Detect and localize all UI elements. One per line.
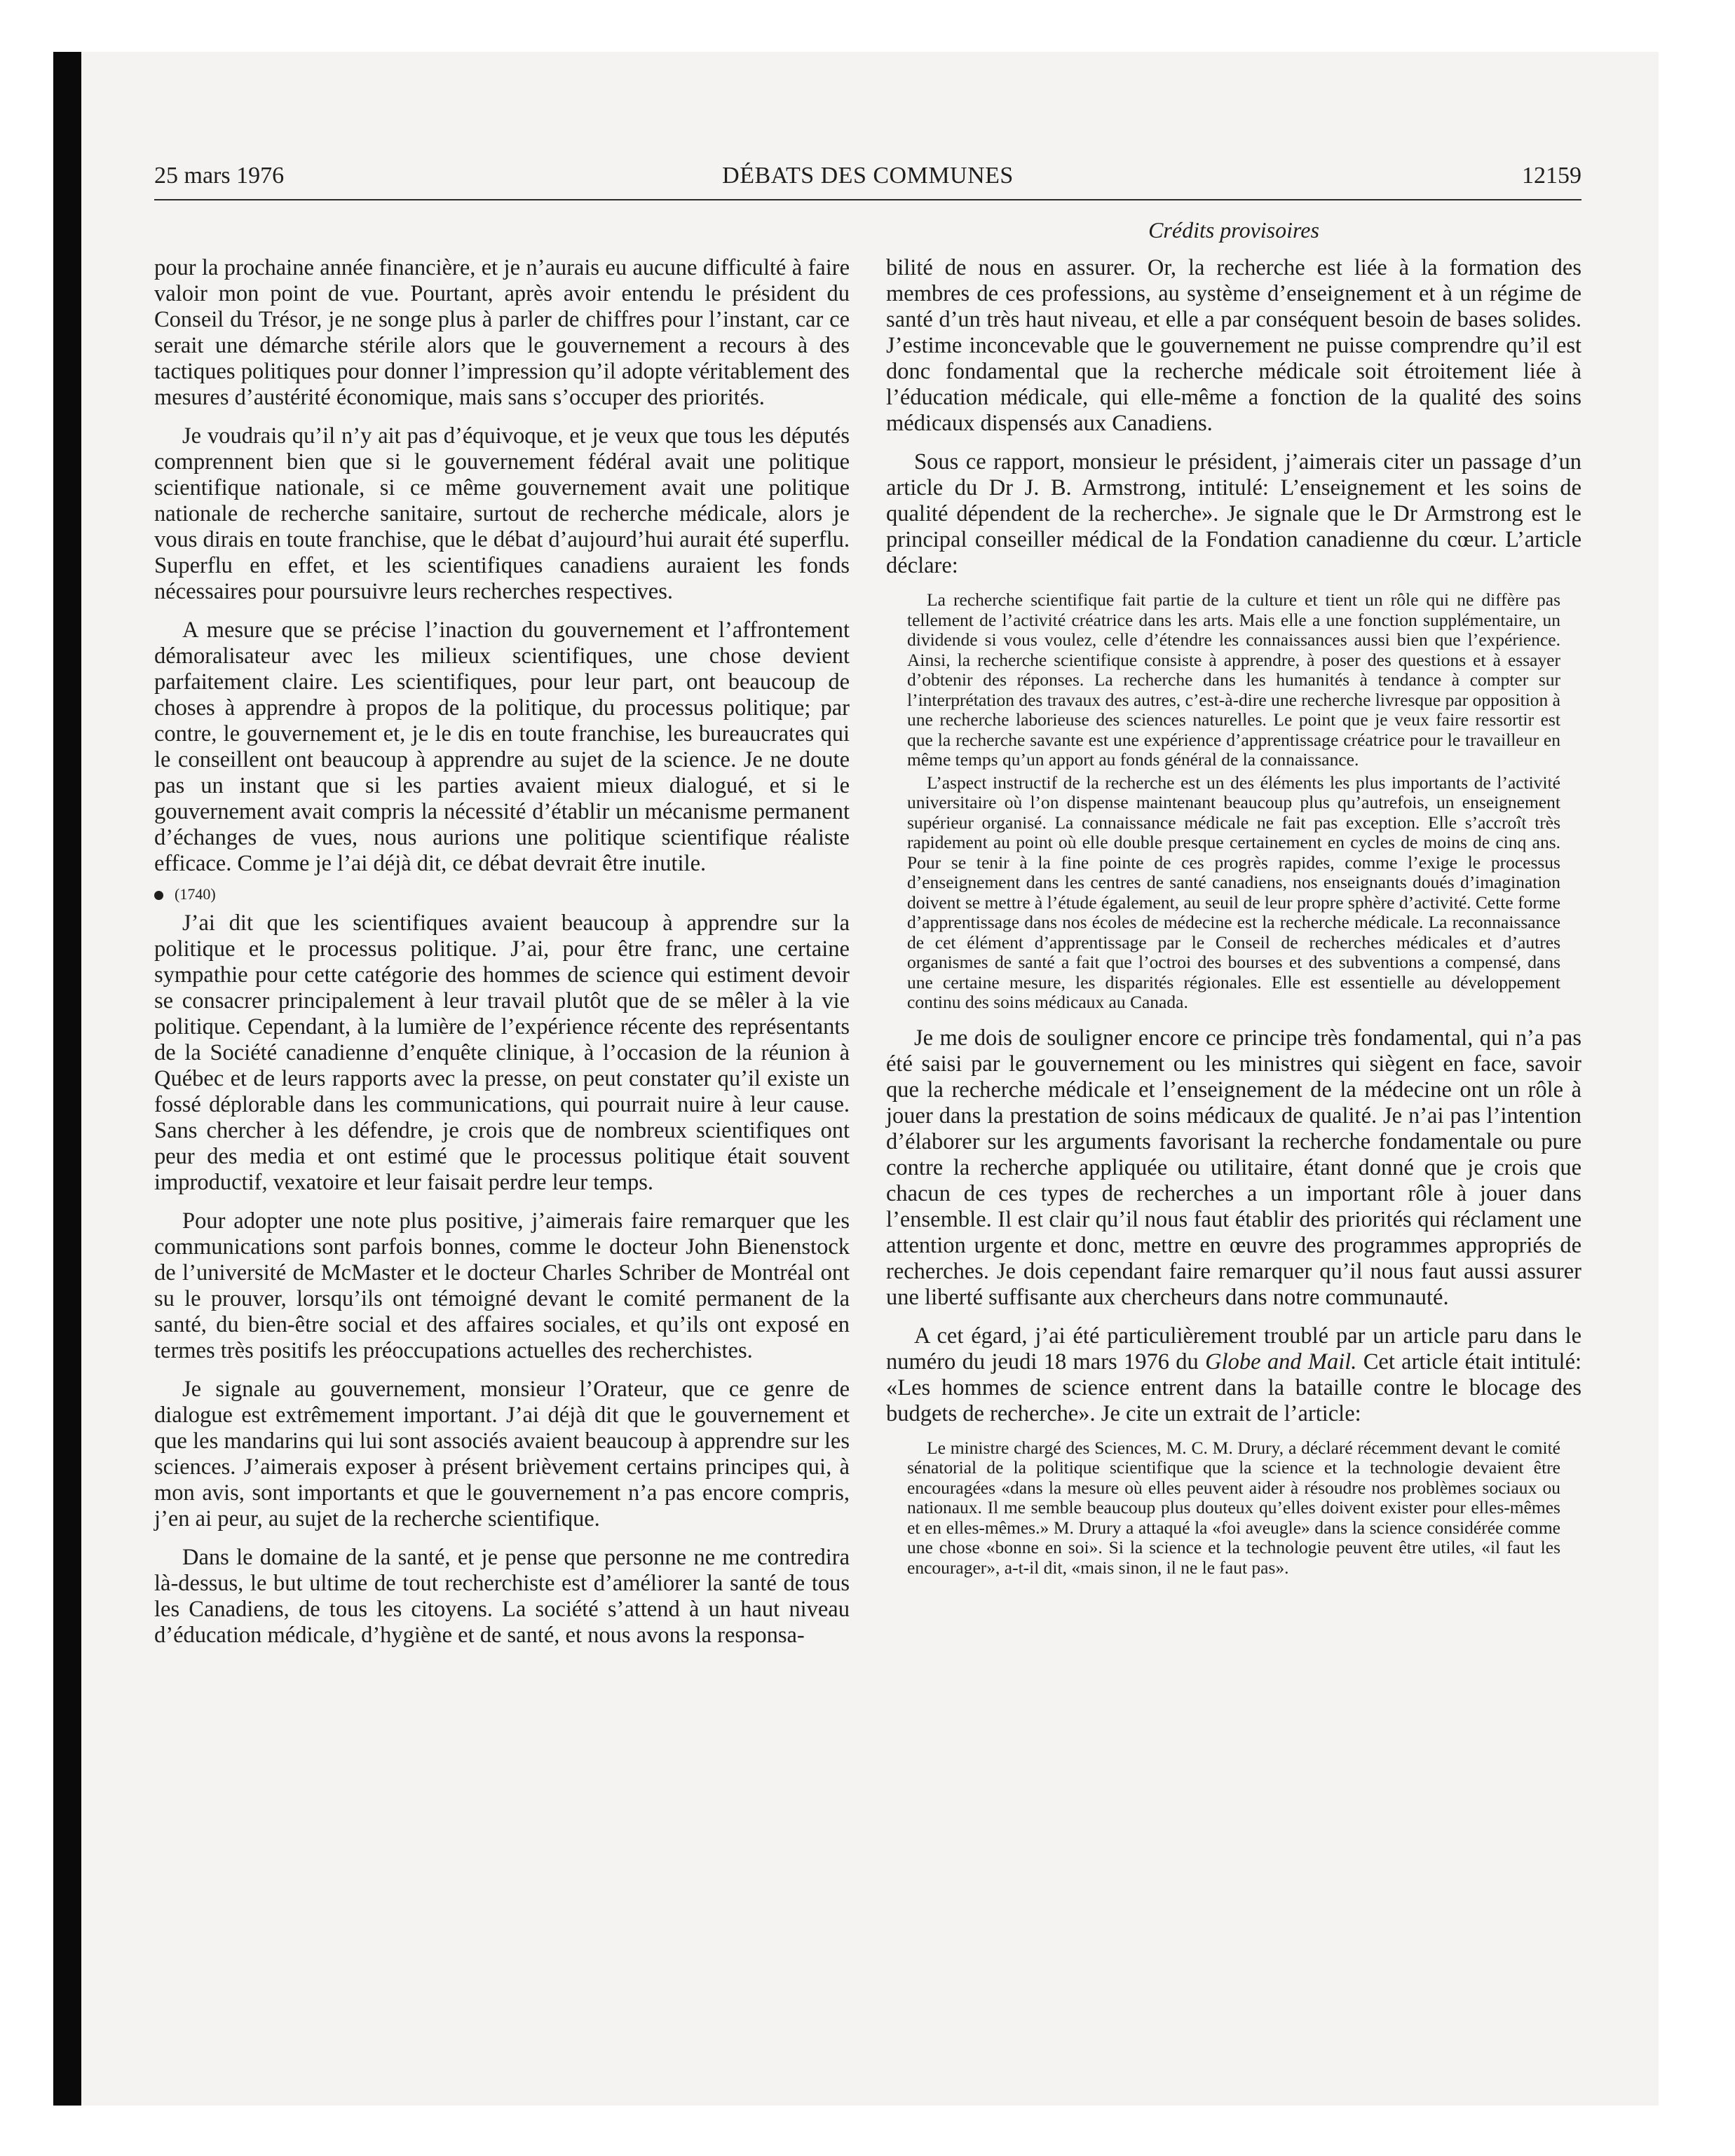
- paragraph-text: Cet article était intitulé: «Les hommes de science entrent dans la bataille contre le blocage des budgets de recherche». Je cite un extrait de l’article:: [886, 1349, 1582, 1426]
- page-header: [154, 163, 1581, 196]
- block-quote: [886, 1438, 1581, 1578]
- block-quote: [886, 590, 1581, 1013]
- section-heading: Crédits provisoires: [1148, 217, 1319, 243]
- paragraph: Je signale au gouvernement, monsieur l’Orateur, que ce genre de dialogue est extrêmement important. J’ai déjà dit que le gouvernement et que les mandarins qui lui sont associés avaient beaucoup à apprendre sur les sciences. J’aimerais exposer à présent brièvement certains principes qui, à mon avis, sont importants et que le gouvernement n’a pas encore compris, j’en ai peur, au sujet de la recherche scientifique.: [154, 1377, 850, 1531]
- newspaper-title: Globe and Mail.: [1205, 1349, 1357, 1374]
- time-marker-text: (1740): [175, 885, 216, 903]
- paragraph: pour la prochaine année financière, et je n’aurais eu aucune difficulté à faire valoir mon point de vue. Pourtant, après avoir entendu le président du Conseil du Trésor, je ne songe plus à parler de chiffres pour l’instant, car ce serait une démarche stérile alors que le gouvernement a recours à des tactiques politiques pour donner l’impression qu’il adopte véritablement des mesures d’austérité économique, mais sans s’occuper des priorités.: [154, 255, 850, 410]
- paragraph: Je me dois de souligner encore ce principe très fondamental, qui n’a pas été saisi par le gouvernement ou les ministres qui siègent en face, savoir que la recherche médicale et l’enseignement de la médecine ont un rôle à jouer dans la prestation de soins médicaux de qualité. Je n’ai pas l’intention d’élaborer sur les arguments favorisant la recherche fondamentale ou pure contre la recherche appliquée ou utilitaire, étant donné que je crois que chacun de ces types de recherches a un important rôle à jouer dans l’ensemble. Il est clair qu’il nous faut établir des priorités qui réclament une attention urgente et donc, mettre en œuvre des programmes appropriés de recherches. Je dois cependant faire remarquer qu’il nous faut aussi assurer une liberté suffisante aux chercheurs dans notre communauté.: [886, 1025, 1581, 1310]
- scan-edge: [53, 52, 81, 2106]
- page-number: 12159: [1522, 163, 1581, 189]
- bullet-icon: [154, 891, 163, 900]
- left-column: [154, 255, 850, 1649]
- right-column: [886, 255, 1581, 1578]
- journal-title: DÉBATS DES COMMUNES: [722, 163, 1014, 189]
- time-marker: [154, 884, 850, 905]
- paragraph: J’ai dit que les scientifiques avaient beaucoup à apprendre sur la politique et le processus politique. J’ai, pour être franc, une certaine sympathie pour cette catégorie des hommes de science qui estiment devoir se consacrer principalement à leur travail plutôt que de se mêler à la vie politique. Cependant, à la lumière de l’expérience récente des représentants de la Société canadienne d’enquête clinique, à l’occasion de la réunion à Québec et de leurs rapports avec la presse, on peut constater qu’il existe un fossé déplorable dans les communications, qui pourrait nuire à leur cause. Sans chercher à les défendre, je crois que de nombreux scientifiques ont peur des media et ont estimé que le processus politique était souvent improductif, vexatoire et leur faisait perdre leur temps.: [154, 910, 850, 1195]
- paragraph: [886, 1323, 1581, 1427]
- header-rule: [154, 199, 1581, 200]
- paragraph: bilité de nous en assurer. Or, la recherche est liée à la formation des membres de ces professions, au système d’enseignement et à un régime de santé d’un très haut niveau, et elle a par conséquent besoin de bases solides. J’estime inconcevable que le gouvernement ne puisse comprendre qu’il est donc fondamental que la recherche médicale soit étroitement liée à l’éducation médicale, qui elle-même a fonction de la qualité des soins médicaux dispensés aux Canadiens.: [886, 255, 1581, 436]
- quote-paragraph: L’aspect instructif de la recherche est un des éléments les plus importants de l’activité universitaire où l’on dispense maintenant beaucoup plus qu’autrefois, un enseignement supérieur organisé. La connaissance médicale ne fait pas exception. Elle s’accroît très rapidement au point où elle double presque certainement en cycles de moins de cinq ans. Pour se tenir à la fine pointe de ces progrès rapides, comme l’exige le processus d’enseignement dans les centres de santé canadiens, nos enseignants doués d’imagination doivent se mettre à l’étude également, au seuil de leur propre sphère d’activité. Cette forme d’apprentissage dans nos écoles de médecine est la recherche médicale. La reconnaissance de cet élément d’apprentissage par le Conseil de recherches médicales et d’autres organismes de santé a fait que l’octroi des bourses et des subventions a compensé, dans une certaine mesure, les disparités régionales. Elle est essentielle au développement continu des soins médicaux au Canada.: [907, 772, 1560, 1012]
- header-date: 25 mars 1976: [154, 163, 285, 189]
- quote-paragraph: La recherche scientifique fait partie de la culture et tient un rôle qui ne diffère pas tellement de l’activité créatrice dans les arts. Mais elle a une fonction supplémentaire, un dividende si vous voulez, celle d’étendre les connaissances aussi bien que l’expérience. Ainsi, la recherche scientifique consiste à apprendre, à poser des questions et à essayer d’obtenir des réponses. La recherche dans les humanités à tendance à compter sur l’interprétation des travaux des autres, c’est-à-dire une recherche livresque par opposition à une recherche laborieuse des sciences naturelles. Le point que je veux faire ressortir est que la recherche savante est une expérience d’apprentissage créatrice pour le travailleur en même temps qu’un apport au fonds général de la connaissance.: [907, 589, 1560, 770]
- paragraph-text: A cet égard, j’ai été particulièrement troublé par un article paru dans le numéro du jeudi 18 mars 1976 du: [886, 1323, 1581, 1374]
- paragraph: A mesure que se précise l’inaction du gouvernement et l’affrontement démoralisateur avec les milieux scientifiques, une chose devient parfaitement claire. Les scientifiques, pour leur part, ont beaucoup de choses à apprendre à propos de la politique, du processus politique; par contre, le gouvernement et, je le dis en toute franchise, les bureaucrates qui le conseillent ont beaucoup à apprendre au sujet de la science. Je ne doute pas un instant que si les parties avaient mieux dialogué, et si le gouvernement avait compris la nécessité d’établir un mécanisme permanent d’échanges de vues, nous aurions une politique scientifique réaliste efficace. Comme je l’ai déjà dit, ce débat devrait être inutile.: [154, 618, 850, 876]
- paragraph: Sous ce rapport, monsieur le président, j’aimerais citer un passage d’un article du Dr J. B. Armstrong, intitulé: L’enseignement et les soins de qualité dépendent de la recherche». Je signale que le Dr Armstrong est le principal conseiller médical de la Fondation canadienne du cœur. L’article déclare:: [886, 449, 1581, 578]
- quote-paragraph: Le ministre chargé des Sciences, M. C. M. Drury, a déclaré récemment devant le comité sénatorial de la politique scientifique que la science et la technologie devaient être encouragées «dans la mesure où elles peuvent aider à résoudre nos problèmes sociaux ou nationaux. Il me semble beaucoup plus douteux qu’elles doivent exister pour elles-mêmes et en elles-mêmes.» M. Drury a attaqué la «foi aveugle» dans la science considérée comme une chose «bonne en soi». Si la science et la technologie peuvent être utiles, «il faut les encourager», a-t-il dit, «mais sinon, il ne le faut pas».: [907, 1437, 1560, 1578]
- paragraph: Je voudrais qu’il n’y ait pas d’équivoque, et je veux que tous les députés comprennent bien que si le gouvernement fédéral avait une politique scientifique nationale, si ce même gouvernement avait une politique nationale de recherche sanitaire, surtout de recherche médicale, alors je vous dirais en toute franchise, que le débat d’aujourd’hui aurait été superflu. Superflu en effet, et les scientifiques canadiens auraient les fonds nécessaires pour poursuivre leurs recherches respectives.: [154, 423, 850, 604]
- paragraph: Pour adopter une note plus positive, j’aimerais faire remarquer que les communications sont parfois bonnes, comme le docteur John Bienenstock de l’université de McMaster et le docteur Charles Schriber de Montréal ont su le prouver, lorsqu’ils ont témoigné devant le comité permanent de la santé, du bien-être social et des affaires sociales, et qu’ils ont exposé en termes très positifs les préoccupations actuelles des recherchistes.: [154, 1208, 850, 1363]
- paragraph: Dans le domaine de la santé, et je pense que personne ne me contredira là-dessus, le but ultime de tout recherchiste est d’améliorer la santé de tous les Canadiens, de tous les citoyens. La société s’attend à un haut niveau d’éducation médicale, d’hygiène et de santé, et nous avons la responsa-: [154, 1545, 850, 1648]
